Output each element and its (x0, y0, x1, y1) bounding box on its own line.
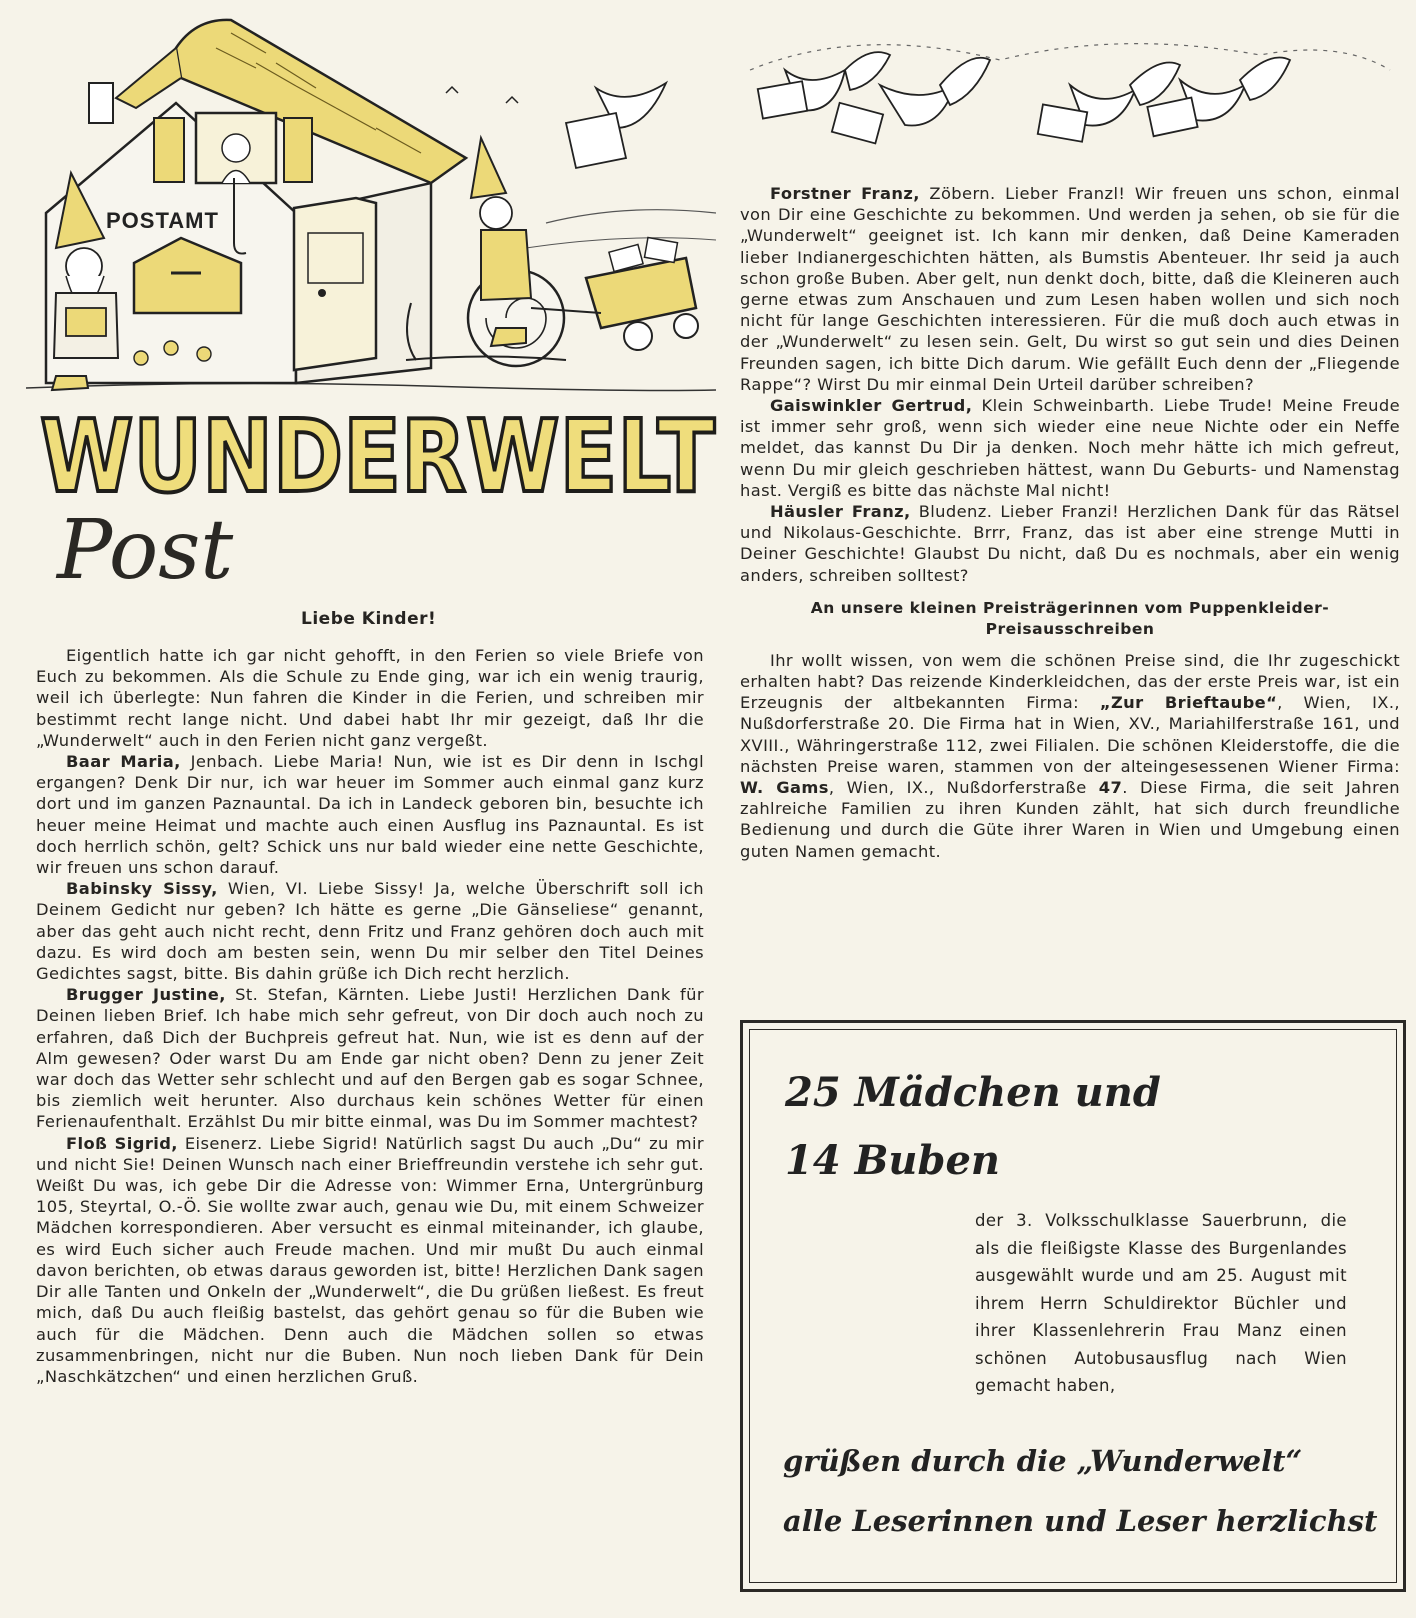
salutation: Liebe Kinder! (301, 609, 437, 629)
doves-illustration (740, 30, 1400, 155)
masthead-subtitle: Post (57, 503, 234, 586)
right-column (740, 0, 1406, 1618)
letter-paragraph: Babinsky Sissy, Wien, VI. Liebe Sissy! Ja, welche Überschrift soll ich Deinem Gedicht nur geben? Ich hätte es gerne „Die Gänseliese“ genannt, aber das geht auch nicht recht, denn Fritz und Franz gehören doch auch mit dazu. Es wird doch am besten sein, wenn Du mir selber den Titel Deines Gedichtes sagst, bitte. Bis dahin grüße ich Dich recht herzlich. (36, 879, 704, 984)
wunderwelt-masthead (32, 396, 722, 586)
masthead-title: WUNDERWELT (40, 398, 715, 515)
greeting-headline-2: 14 Buben (785, 1137, 1000, 1184)
letter-paragraph: Baar Maria, Jenbach. Liebe Maria! Nun, wie ist es Dir denn in Ischgl ergangen? Denk Dir nur, ich war heuer im Sommer auch einmal ganz kurz dort und im ganzen Paznauntal. Da ich in Landeck geboren bin, besuchte ich heuer meine Heimat und machte auch einen Ausflug ins Paznauntal. Es ist doch herrlich schön, gelt? Schick uns nur bald wieder eine nette Geschichte, wir freuen uns schon darauf. (36, 752, 704, 878)
right-letters (740, 183, 1400, 862)
prize-heading: An unsere kleinen Preisträgerinnen vom Puppenkleider-Preisausschreiben (810, 598, 1330, 638)
letter-paragraph: Brugger Justine, St. Stefan, Kärnten. Liebe Justi! Herzlichen Dank für Deinen lieben Brief. Ich habe mich sehr gefreut, von Dir doch auch noch zu erfahren, daß Dich der Buchpreis gefreut hat. Nun, wie ist es denn auf der Alm gewesen? Oder warst Du am Ende gar nicht oben? Denn zu jener Zeit war doch das Wetter sehr schlecht und auf den Bergen gab es sogar Schnee, bis ziemlich weit herunter. Also durchaus kein schönes Wetter für einen Ferienaufenthalt. Erzählst Du mir bitte einmal, was Du im Sommer machtest? (36, 985, 704, 1132)
postamt-sign: POSTAMT (106, 208, 219, 233)
letter-paragraph: Gaiswinkler Gertrud, Klein Schweinbarth. Liebe Trude! Meine Freude ist immer sehr groß, wenn sich wieder eine neue Nichte oder ein Neffe meldet, das kannst Du Dir ja denken. Noch mehr hätte ich mich gefreut, wenn Du mir gleich geschrieben hättest, wann Du Geburts- und Namenstag hast. Vergiß es bitte das nächste Mal nicht! (740, 396, 1400, 500)
greeting-headline-1: 25 Mädchen und (785, 1069, 1161, 1116)
greeting-box (740, 1020, 1406, 1592)
greeting-body: der 3. Volksschulklasse Sauerbrunn, die als die fleißigste Klasse des Burgenlandes ausgewählt wurde und am 25. August mit ihrem Herrn Schuldirektor Büchler und ihrer Klassenlehrerin Frau Manz einen schönen Autobusausflug nach Wien gemacht haben, (975, 1211, 1347, 1395)
left-letters (36, 645, 704, 1387)
letter-paragraph: Eigentlich hatte ich gar nicht gehofft, in den Ferien so viele Briefe von Euch zu bekommen. Als die Schule zu Ende ging, war ich ein wenig traurig, weil ich überlegte: Nun fahren die Kinder in die Ferien, und schreiben mir bestimmt recht lange nicht. Und dabei habt Ihr mir gezeigt, daß Ihr die „Wunderwelt“ auch in den Ferien nicht ganz vergeßt. (36, 646, 704, 750)
greeting-footer-2: alle Leserinnen und Leser herzlichst (783, 1504, 1378, 1538)
letter-paragraph: Forstner Franz, Zöbern. Lieber Franzl! Wir freuen uns schon, einmal von Dir eine Geschichte zu bekommen. Und werden ja sehen, ob sie für die „Wunderwelt“ geeignet ist. Ich kann mir denken, daß Deine Kameraden lieber Indianergeschichten hätten, als Bumstis Abenteuer. Ihr seid ja auch schon große Buben. Aber gelt, nun denkt doch, bitte, daß die Kleineren auch gerne etwas zum Anschauen und zum Lesen haben wollen und sich noch nicht für lange Geschichten interessieren. Für die muß doch auch etwas in der „Wunderwelt“ zu lesen sein. Gelt, Du wirst so gut sein und dies Deinen Freunden sagen, ich bitte Dich darum. Wie gefällt Euch denn der „Fliegende Rappe“? Wirst Du mir einmal Dein Urteil darüber schreiben? (740, 184, 1400, 394)
greeting-footer-1: grüßen durch die „Wunderwelt“ (783, 1444, 1303, 1478)
letter-paragraph: Floß Sigrid, Eisenerz. Liebe Sigrid! Natürlich sagst Du auch „Du“ zu mir und nicht Sie! Deinen Wunsch nach einer Brieffreundin verstehe ich sehr gut. Weißt Du was, ich gebe Dir die Adresse von: Wimmer Erna, Untergrünburg 105, Steyrtal, O.-Ö. Sie wollte zwar auch, genau wie Du, mit einem Schweizer Mädchen korrespondieren. Aber versucht es einmal miteinander, ich glaube, es wird Euch sicher auch Freude machen. Und mir mußt Du auch einmal davon berichten, ob etwas daraus geworden ist, bitte! Herzlichen Dank sagen Dir alle Tanten und Onkeln der „Wunderwelt“, die Du grüßen ließest. Es freut mich, daß Du auch fleißig bastelst, das gehört genau so für die Buben wie auch für die Mädchen. Denn auch die Mädchen sollen so etwas zusammenbringen, nicht nur die Buben. Nun noch lieben Dank für Dein „Naschkätzchen“ und einen herzlichen Gruß. (36, 1133, 704, 1386)
post-office-illustration (26, 8, 716, 400)
letter-paragraph: Häusler Franz, Bludenz. Lieber Franzi! Herzlichen Dank für das Rätsel und Nikolaus-Geschichte. Brrr, Franz, das ist aber eine strenge Mutti in Deiner Geschichte! Glaubst Du nicht, daß Du es nochmals, aber ein wenig anders, schreiben solltest? (740, 502, 1400, 585)
left-column (26, 0, 715, 1618)
prize-paragraph: Ihr wollt wissen, von wem die schönen Preise sind, die Ihr zugeschickt erhalten habt? Das reizende Kinderkleidchen, das der erste Preis war, ist ein Erzeugnis der altbekannten Firma: „Zur Brieftaube“, Wien, IX., Nußdorferstraße 20. Die Firma hat in Wien, XV., Mariahilferstraße 161, und XVIII., Währingerstraße 112, zwei Filialen. Die schönen Kleiderstoffe, die die nächsten Preise waren, stammen von der alteingesessenen Wiener Firma: W. Gams, Wien, IX., Nußdorferstraße 47. Diese Firma, die seit Jahren zahlreiche Familien zu ihren Kunden zählt, hat sich durch freundliche Bedienung und durch die Güte ihrer Waren in Wien und Umgebung einen guten Namen gemacht. (740, 650, 1400, 861)
